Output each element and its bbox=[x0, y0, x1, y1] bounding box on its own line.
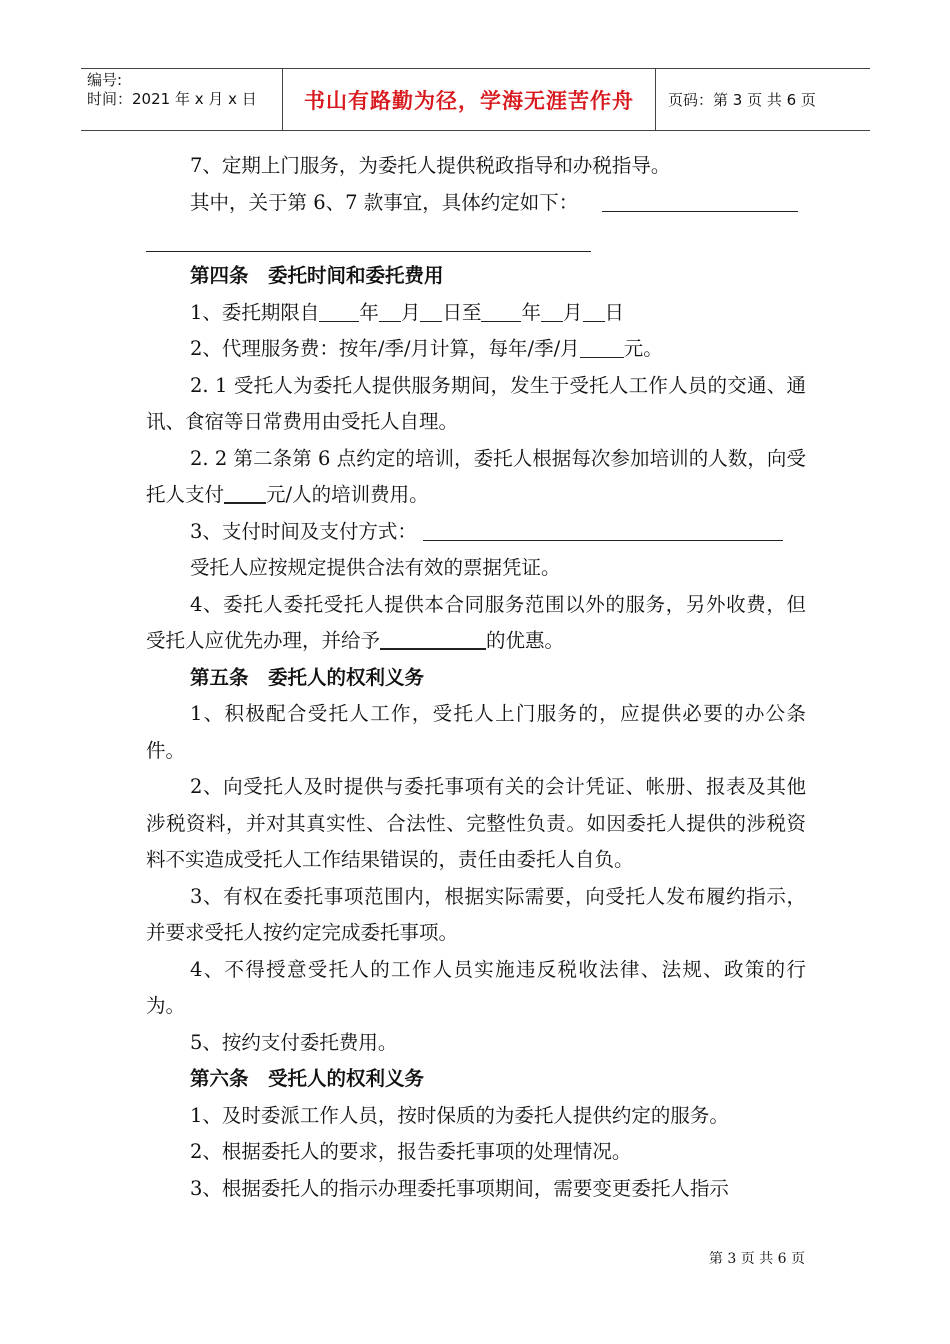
fill-blank bbox=[420, 299, 442, 322]
text: 1、委托期限自 bbox=[190, 300, 320, 324]
paragraph: 2、根据委托人的要求，报告委托事项的处理情况。 bbox=[190, 1140, 632, 1163]
header-page-label: 页码：第 3 页 共 6 页 bbox=[668, 91, 816, 109]
text: 元/人的培训费用。 bbox=[266, 483, 429, 506]
paragraph: 2、向受托人及时提供与委托事项有关的会计凭证、帐册、报表及其他涉税资料，并对其真实性、合法性、完整性负责。如因委托人提供的涉税资料不实造成受托人工作结果错误的，责任由委托人自负。 bbox=[146, 775, 806, 871]
paragraph-text: 其中，关于第 6、7 款事宜，具体约定如下： bbox=[190, 190, 579, 214]
text: 4、委托人委托受托人提供本合同服务范围以外的服务，另外收费，但受托人应优先办理，并给予 bbox=[146, 592, 806, 652]
text: 日至 bbox=[442, 300, 482, 324]
paragraph: 3、有权在委托事项范围内，根据实际需要，向受托人发布履约指示，并要求受托人按约定完成委托事项。 bbox=[146, 884, 806, 944]
fill-blank bbox=[380, 626, 486, 650]
paragraph bbox=[146, 295, 806, 332]
text: 2. 2 第二条第 6 点约定的培训，委托人根据每次参加培训的人数，向受托人支付 bbox=[146, 446, 806, 506]
paragraph: 1、积极配合受托人工作，受托人上门服务的，应提供必要的办公条件。 bbox=[146, 702, 806, 762]
fill-blank bbox=[583, 299, 605, 322]
text: 3、支付时间及支付方式： bbox=[190, 519, 417, 543]
paragraph bbox=[146, 185, 806, 222]
article-5-title: 第五条 委托人的权利义务 bbox=[190, 665, 425, 689]
paragraph: 1、及时委派工作人员，按时保质的为委托人提供约定的服务。 bbox=[190, 1103, 729, 1127]
time-label: 时间：2021 年 x 月 x 日 bbox=[87, 90, 257, 108]
article-4-title: 第四条 委托时间和委托费用 bbox=[190, 264, 444, 287]
text: 月 bbox=[562, 300, 583, 324]
fill-blank bbox=[541, 299, 563, 322]
fill-blank bbox=[580, 335, 624, 358]
text: 2、代理服务费：按年/季/月计算，每年/季/月 bbox=[190, 337, 580, 360]
number-label: 编号: bbox=[87, 71, 123, 89]
text: 元。 bbox=[623, 337, 663, 360]
article-6-title: 第六条 受托人的权利义务 bbox=[190, 1067, 425, 1090]
text: 的优惠。 bbox=[486, 629, 565, 652]
fill-blank bbox=[423, 518, 783, 541]
paragraph: 2. 1 受托人为委托人提供服务期间，发生于受托人工作人员的交通、通讯、食宿等日常费用由受托人自理。 bbox=[146, 373, 806, 433]
page-header bbox=[81, 68, 870, 131]
text: 年 bbox=[359, 300, 379, 324]
fill-blank bbox=[319, 299, 359, 322]
document-body bbox=[146, 148, 806, 1207]
fill-blank bbox=[224, 480, 266, 504]
fill-blank-line bbox=[146, 229, 591, 252]
paragraph: 4、不得授意受托人的工作人员实施违反税收法律、法规、政策的行为。 bbox=[146, 957, 806, 1017]
fill-blank bbox=[379, 299, 401, 322]
text: 月 bbox=[400, 300, 421, 324]
fill-blank bbox=[602, 189, 798, 212]
paragraph: 5、按约支付委托费用。 bbox=[190, 1030, 398, 1054]
fill-blank bbox=[481, 299, 521, 322]
paragraph: 7、定期上门服务，为委托人提供税政指导和办税指导。 bbox=[190, 154, 671, 177]
header-meta bbox=[81, 69, 283, 130]
paragraph bbox=[146, 514, 806, 551]
text: 日 bbox=[604, 300, 625, 324]
text: 年 bbox=[521, 300, 541, 324]
header-motto: 书山有路勤为径，学海无涯苦作舟 bbox=[283, 69, 656, 130]
paragraph bbox=[146, 331, 806, 368]
page-footer: 第 3 页 共 6 页 bbox=[708, 1251, 805, 1267]
paragraph bbox=[146, 441, 806, 514]
paragraph: 3、根据委托人的指示办理委托事项期间，需要变更委托人指示 bbox=[190, 1176, 729, 1200]
paragraph bbox=[146, 587, 806, 660]
paragraph: 受托人应按规定提供合法有效的票据凭证。 bbox=[190, 556, 561, 579]
